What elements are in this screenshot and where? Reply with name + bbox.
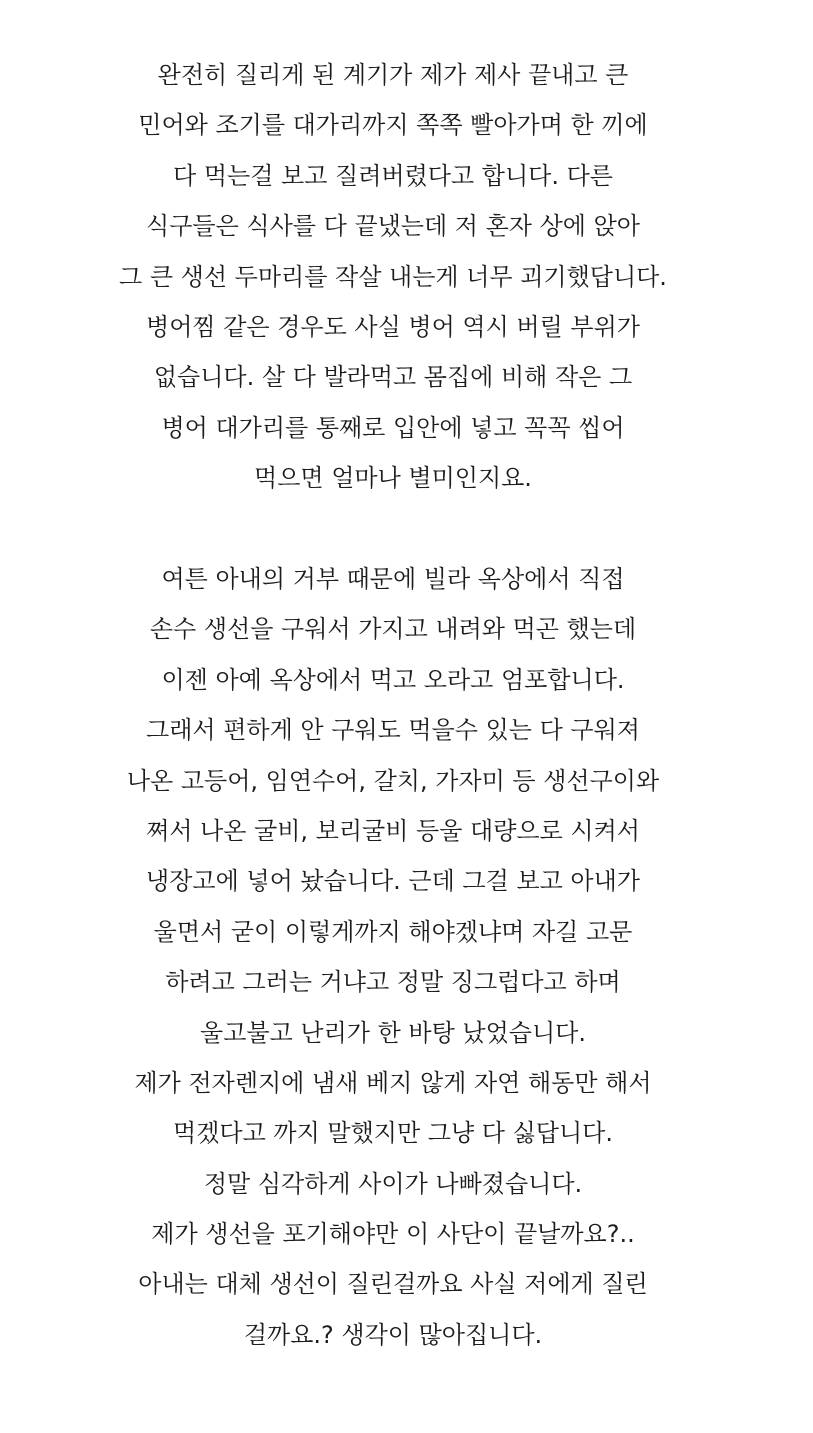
text-line: 식구들은 식사를 다 끝냈는데 저 혼자 상에 앉아 — [146, 212, 640, 241]
text-line: 먹으면 얼마나 별미인지요. — [254, 464, 532, 493]
text-line: 이젠 아예 옥상에서 먹고 오라고 엄포합니다. — [161, 665, 625, 694]
text-line: 완전히 질리게 된 계기가 제가 제사 끝내고 큰 — [157, 61, 629, 89]
text-line: 그래서 편하게 안 구워도 먹을수 있는 다 구워져 — [146, 716, 640, 745]
text-line: 없습니다. 살 다 발라먹고 몸집에 비해 작은 그 — [153, 363, 633, 392]
text-line: 걸까요.? 생각이 많아집니다. — [243, 1320, 543, 1349]
text-line: 여튼 아내의 거부 때문에 빌라 옥상에서 직접 — [161, 565, 625, 593]
paragraph-first — [0, 50, 786, 504]
text-line: 손수 생선을 구워서 가지고 내려와 먹곤 했는데 — [149, 615, 637, 644]
text-line: 민어와 조기를 대가리까지 쪽쪽 빨아가며 한 끼에 — [138, 111, 648, 140]
text-line: 제가 생선을 포기해야만 이 사단이 끝날까요?.. — [151, 1220, 635, 1249]
text-line: 제가 전자렌지에 냄새 베지 않게 자연 해동만 해서 — [134, 1068, 652, 1097]
text-line: 나온 고등어, 임연수어, 갈치, 가자미 등 생선구이와 — [126, 766, 660, 795]
text-line: 울면서 굳이 이렇게까지 해야겠냐며 자길 고문 — [153, 917, 633, 946]
text-line: 먹겠다고 까지 말했지만 그냥 다 싫답니다. — [173, 1119, 613, 1148]
text-line: 다 먹는걸 보고 질려버렸다고 합니다. 다른 — [173, 161, 613, 190]
text-line: 정말 심각하게 사이가 나빠졌습니다. — [203, 1169, 583, 1198]
text-line: 울고불고 난리가 한 바탕 났었습니다. — [200, 1018, 586, 1047]
text-line: 아내는 대체 생선이 질린걸까요 사실 저에게 질린 — [138, 1270, 648, 1299]
paragraph-second — [0, 554, 786, 1360]
text-line: 그 큰 생선 두마리를 작살 내는게 너무 괴기했답니다. — [119, 262, 667, 291]
text-line: 냉장고에 넣어 놨습니다. 근데 그걸 보고 아내가 — [146, 867, 640, 896]
text-line: 쪄서 나온 굴비, 보리굴비 등울 대량으로 시켜서 — [146, 816, 640, 845]
text-line: 병어 대가리를 통째로 입안에 넣고 꼭꼭 씹어 — [161, 413, 625, 442]
text-line: 병어찜 같은 경우도 사실 병어 역시 버릴 부위가 — [146, 312, 640, 341]
text-line: 하려고 그러는 거냐고 정말 징그럽다고 하며 — [165, 968, 621, 997]
